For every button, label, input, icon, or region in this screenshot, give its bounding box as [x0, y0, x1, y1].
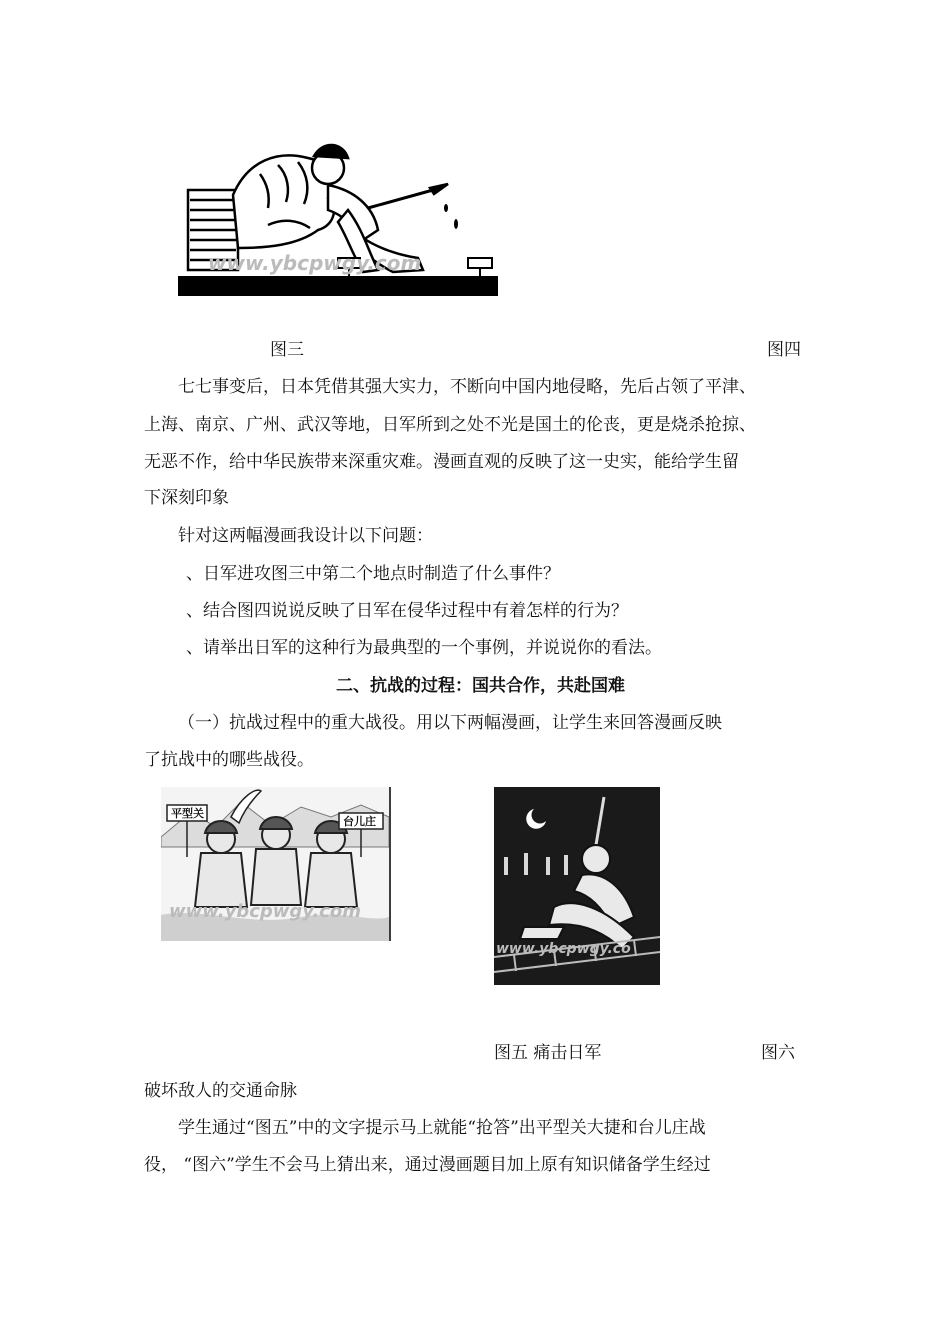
paragraph-1-line-1: 七七事变后，日本凭借其强大实力，不断向中国内地侵略，先后占领了平津、: [178, 377, 756, 397]
figure-3-image: [178, 130, 498, 296]
paragraph-1-line-4: 下深刻印象: [144, 488, 229, 508]
paragraph-3-line-1: （一）抗战过程中的重大战役。用以下两幅漫画，让学生来回答漫画反映: [178, 713, 722, 733]
figure-5-caption: 图五 痛击日军: [494, 1043, 602, 1063]
section-heading: 二、抗战的过程：国共合作，共赴国难: [336, 676, 625, 696]
question-3: 、请举出日军的这种行为最典型的一个事例，并说说你的看法。: [186, 638, 662, 658]
figure-5-sign-taierzhuang: 台儿庄: [343, 815, 376, 828]
figure-6-cartoon: [494, 787, 660, 985]
figure-5-cartoon: [161, 787, 391, 941]
paragraph-4-line-1: 学生通过“图五”中的文字提示马上就能“抢答”出平型关大捷和台儿庄战: [178, 1118, 706, 1138]
paragraph-1-line-2: 上海、南京、广州、武汉等地，日军所到之处不光是国土的伦丧，更是烧杀抢掠、: [144, 415, 756, 435]
figure-4-caption: 图四: [767, 340, 801, 360]
paragraph-2: 针对这两幅漫画我设计以下问题：: [178, 526, 433, 546]
figure-3-caption: 图三: [270, 340, 304, 360]
question-1: 、日军进攻图三中第二个地点时制造了什么事件？: [186, 564, 560, 584]
paragraph-3-line-2: 了抗战中的哪些战役。: [144, 750, 314, 770]
figure-5-watermark: www.ybcpwgy.com: [169, 901, 361, 922]
paragraph-1-line-3: 无恶不作，给中华民族带来深重灾难。漫画直观的反映了这一史实，能给学生留: [144, 452, 739, 472]
figure-6-watermark: www.ybcpwgy.co: [496, 941, 631, 957]
figure-3-cartoon: [178, 130, 498, 296]
figure-6-image: [494, 787, 660, 985]
figure-6-caption: 图六: [761, 1043, 795, 1063]
figure-3-watermark: www.ybcpwgy.com: [208, 251, 422, 275]
paragraph-4-line-2: 役， “图六”学生不会马上猜出来，通过漫画题目加上原有知识储备学生经过: [144, 1155, 711, 1175]
figure-5-image: [161, 787, 391, 941]
question-2: 、结合图四说说反映了日军在侵华过程中有着怎样的行为？: [186, 601, 628, 621]
figure-6-caption-continued: 破坏敌人的交通命脉: [144, 1081, 297, 1101]
figure-5-sign-pingxingguan: 平型关: [171, 807, 204, 820]
